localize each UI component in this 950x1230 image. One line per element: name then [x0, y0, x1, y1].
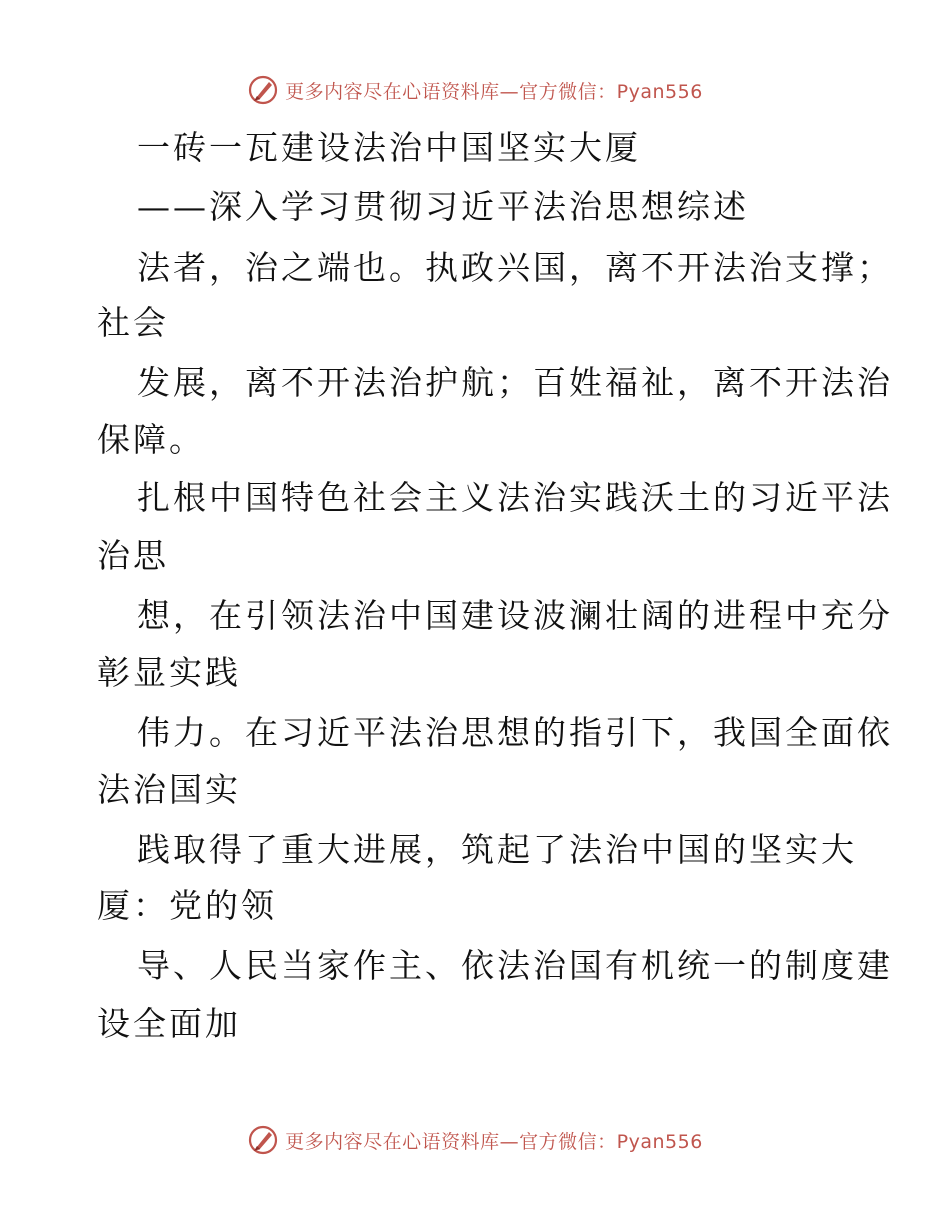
paragraph-line: 治思 [97, 536, 169, 575]
header-banner-title: 更多内容尽在心语资料库 [285, 80, 500, 103]
footer-banner-separator: — [499, 1130, 520, 1153]
paragraph-line: 伟力。在习近平法治思想的指引下，我国全面依 [137, 713, 893, 752]
paragraph-line: 设全面加 [97, 1004, 241, 1043]
paragraph-line: 厦：党的领 [97, 886, 277, 925]
footer-banner-wechat: 官方微信：Pyan556 [519, 1130, 703, 1153]
quill-pen-circle-icon [247, 74, 279, 106]
paragraph-line: 发展，离不开法治护航；百姓福祉，离不开法治 [137, 363, 893, 402]
paragraph-line: 扎根中国特色社会主义法治实践沃土的习近平法 [137, 478, 893, 517]
paragraph-line: 法者，治之端也。执政兴国，离不开法治支撑； [137, 248, 893, 287]
footer-banner-text [285, 1127, 703, 1154]
footer-banner-title: 更多内容尽在心语资料库 [285, 1130, 500, 1153]
header-banner-separator: — [499, 80, 520, 103]
paragraph-line: 保障。 [97, 420, 205, 459]
paragraph-line: 想，在引领法治中国建设波澜壮阔的进程中充分 [137, 596, 893, 635]
paragraph-line: 践取得了重大进展，筑起了法治中国的坚实大 [137, 830, 857, 869]
footer-banner [0, 1120, 950, 1160]
footer-banner-inner [247, 1124, 703, 1156]
paragraph-line: 社会 [97, 303, 169, 342]
header-banner [0, 70, 950, 110]
paragraph-line: 彰显实践 [97, 653, 241, 692]
paragraph-line: 导、人民当家作主、依法治国有机统一的制度建 [137, 946, 893, 985]
paragraph-line: 法治国实 [97, 770, 241, 809]
document-title: 一砖一瓦建设法治中国坚实大厦 [137, 128, 641, 167]
header-banner-wechat: 官方微信：Pyan556 [519, 80, 703, 103]
header-banner-inner [247, 74, 703, 106]
header-banner-text [285, 77, 703, 104]
quill-pen-circle-icon [247, 1124, 279, 1156]
document-subtitle: ——深入学习贯彻习近平法治思想综述 [137, 187, 749, 226]
